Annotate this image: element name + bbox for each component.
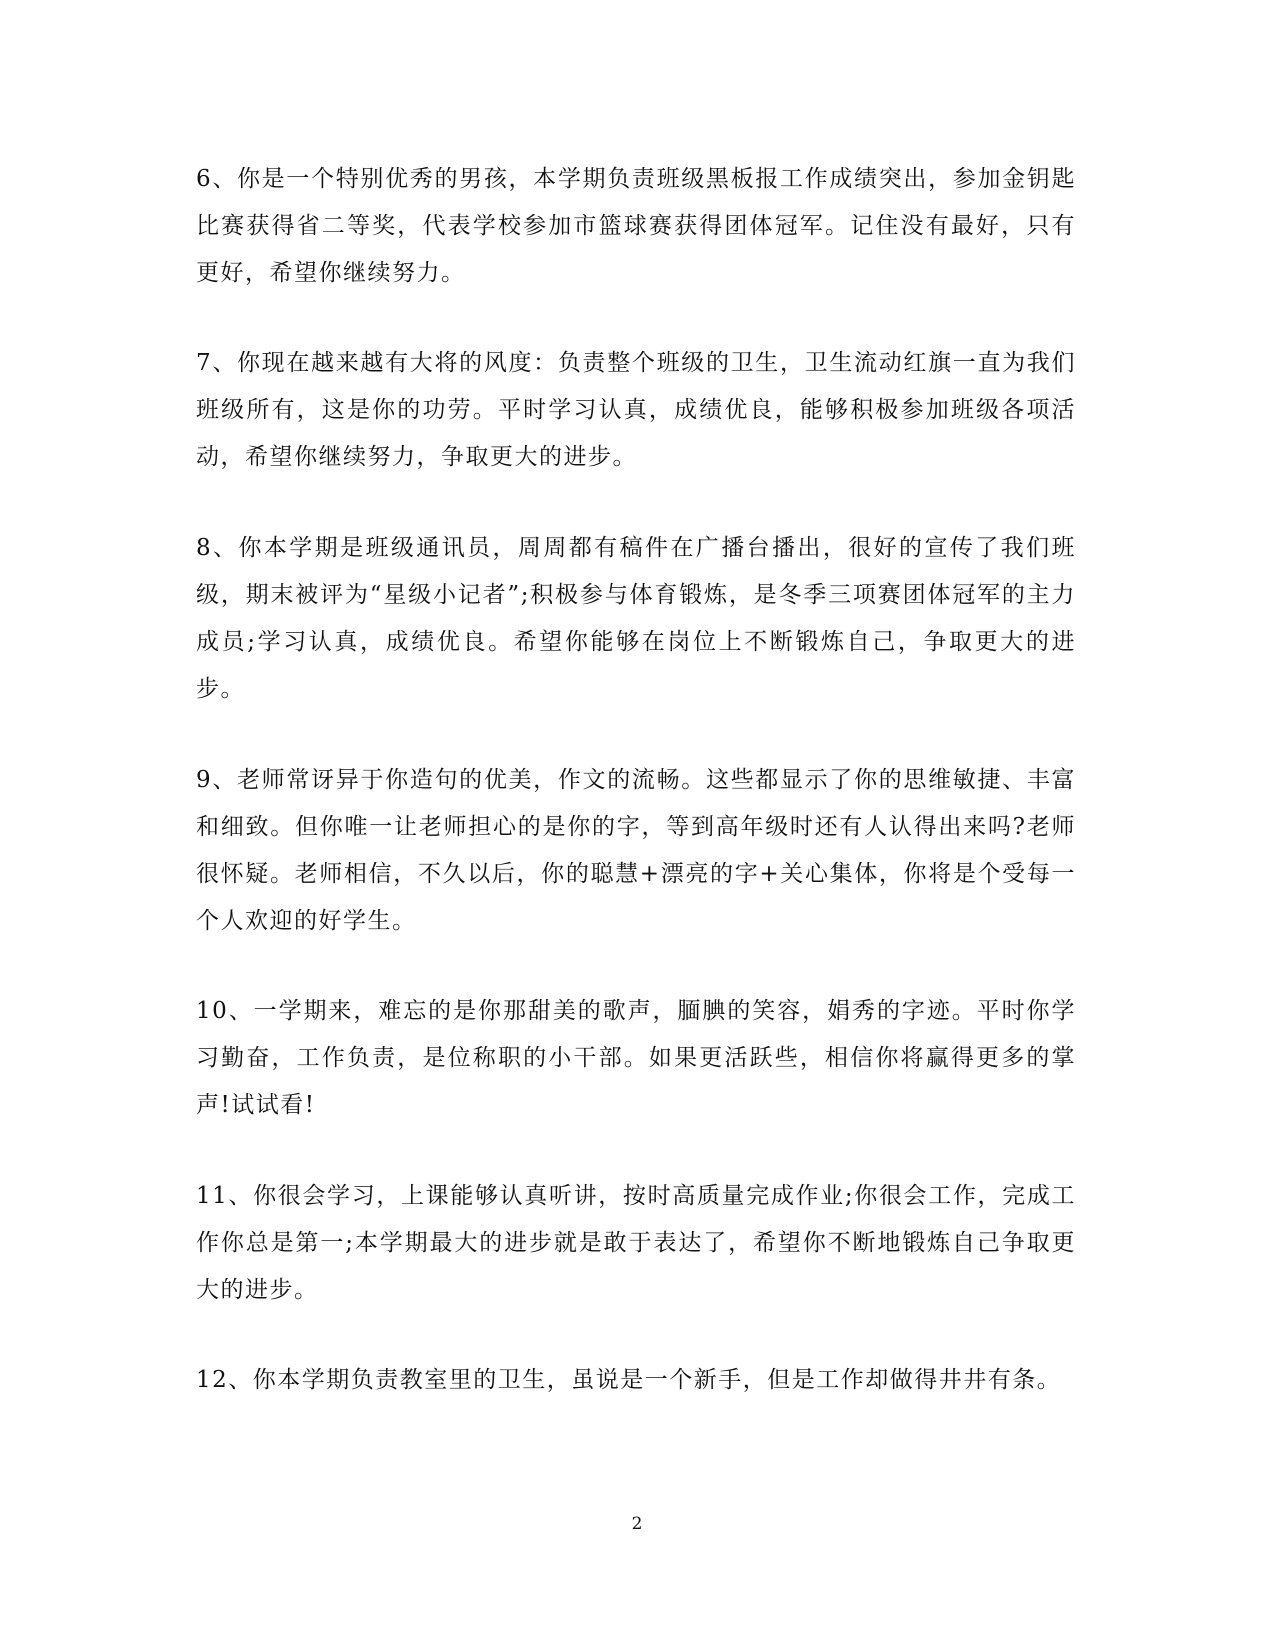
paragraph-12: 12、你本学期负责教室里的卫生，虽说是一个新手，但是工作却做得井井有条。 [196,1367,1062,1393]
paragraph-9: 9、老师常讶异于你造句的优美，作文的流畅。这些都显示了你的思维敏捷、丰富和细致。但你唯一让老师担心的是你的字，等到高年级时还有人认得出来吗?老师很怀疑。老师相信，不久以后，你的聪慧+漂亮的字+关心集体，你将是个受每一个人欢迎的好学生。 [196,767,1076,934]
paragraph-8: 8、你本学期是班级通讯员，周周都有稿件在广播台播出，很好的宣传了我们班级，期末被评为“星级小记者”;积极参与体育锻炼，是冬季三项赛团体冠军的主力成员;学习认真，成绩优良。希望你能够在岗位上不断锻炼自己，争取更大的进步。 [196,535,1076,702]
paragraph-11: 11、你很会学习，上课能够认真听讲，按时高质量完成作业;你很会工作，完成工作你总是第一;本学期最大的进步就是敢于表达了，希望你不断地锻炼自己争取更大的进步。 [196,1183,1076,1303]
page-number: 2 [631,1514,643,1534]
paragraph-10: 10、一学期来，难忘的是你那甜美的歌声，腼腆的笑容，娟秀的字迹。平时你学习勤奋，工作负责，是位称职的小干部。如果更活跃些，相信你将赢得更多的掌声!试试看! [196,998,1076,1118]
paragraph-7: 7、你现在越来越有大将的风度：负责整个班级的卫生，卫生流动红旗一直为我们班级所有，这是你的功劳。平时学习认真，成绩优良，能够积极参加班级各项活动，希望你继续努力，争取更大的进步。 [196,350,1076,470]
paragraph-6: 6、你是一个特别优秀的男孩，本学期负责班级黑板报工作成绩突出，参加金钥匙比赛获得省二等奖，代表学校参加市篮球赛获得团体冠军。记住没有最好，只有更好，希望你继续努力。 [196,166,1076,286]
